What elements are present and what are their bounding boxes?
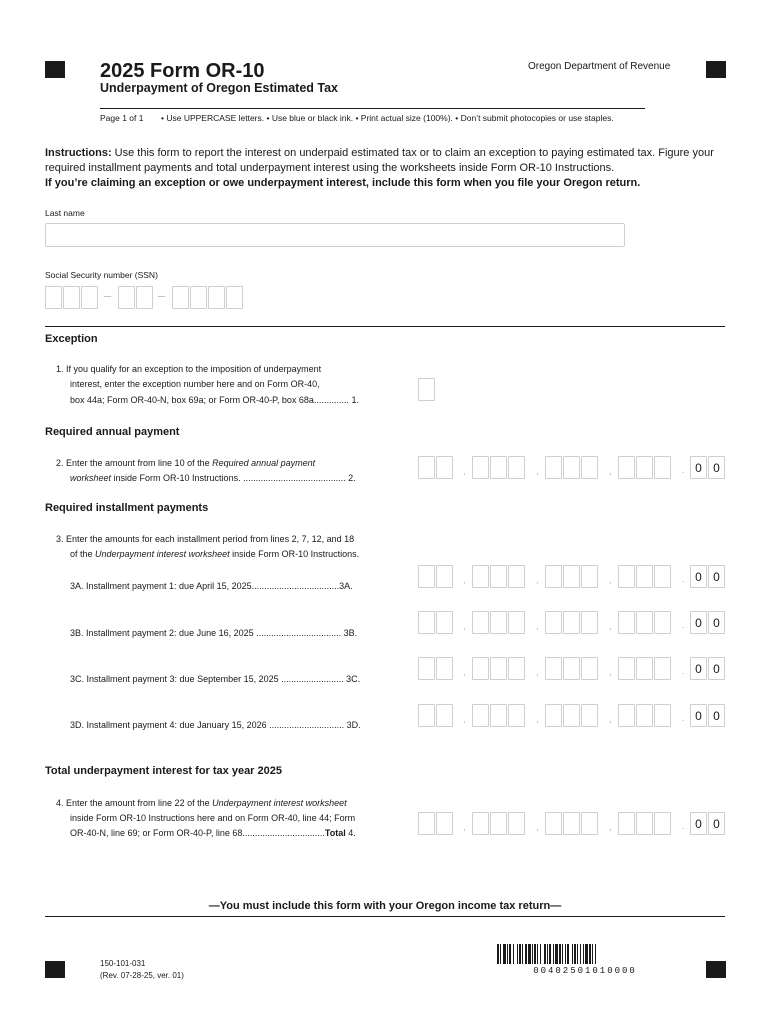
amount-digit-cell[interactable] bbox=[636, 456, 653, 479]
amount-digit-group[interactable] bbox=[545, 657, 599, 680]
amount-cents-cell: 0 bbox=[690, 456, 707, 479]
amount-cents-cell: 0 bbox=[690, 611, 707, 634]
amount-digit-group[interactable] bbox=[545, 812, 599, 835]
amount-digit-cell[interactable] bbox=[545, 704, 562, 727]
amount-digit-cell[interactable] bbox=[436, 456, 453, 479]
amount-digit-group[interactable] bbox=[472, 812, 526, 835]
barcode-bar bbox=[555, 944, 558, 964]
amount-cents bbox=[690, 611, 726, 634]
amount-digit-cell[interactable] bbox=[418, 657, 435, 680]
page-indicator: Page 1 of 1 bbox=[100, 113, 144, 123]
amount-digit-group[interactable] bbox=[618, 456, 672, 479]
line-4-text-c bbox=[70, 826, 356, 841]
amount-digit-cell[interactable] bbox=[490, 657, 507, 680]
amount-comma: , bbox=[609, 621, 612, 631]
amount-digit-cell[interactable] bbox=[636, 812, 653, 835]
barcode-bar bbox=[534, 944, 536, 964]
amount-comma: , bbox=[536, 575, 539, 585]
line-4-text: OR-40-N, line 69; or Form OR-40-P, line 68................................. bbox=[70, 828, 325, 838]
line-4-text-b: inside Form OR-10 Instructions here and on Form OR-40, line 44; Form bbox=[70, 813, 356, 823]
barcode-bar bbox=[567, 944, 569, 964]
line-3-text: of the bbox=[70, 549, 96, 559]
ssn-cell[interactable] bbox=[208, 286, 225, 309]
section-divider bbox=[45, 326, 725, 327]
amount-cents-cell: 0 bbox=[708, 611, 725, 634]
amount-digit-group[interactable] bbox=[418, 812, 454, 835]
amount-comma: , bbox=[463, 575, 466, 585]
exception-cell[interactable] bbox=[418, 378, 435, 401]
amount-digit-group[interactable] bbox=[618, 704, 672, 727]
barcode-bar bbox=[519, 944, 521, 964]
amount-comma: , bbox=[463, 714, 466, 724]
last-name-label: Last name bbox=[45, 208, 85, 218]
ssn-cell[interactable] bbox=[136, 286, 153, 309]
amount-digit-cell[interactable] bbox=[418, 611, 435, 634]
barcode-bar bbox=[547, 944, 548, 964]
line-4-number: 4. bbox=[345, 828, 356, 838]
amount-digit-cell[interactable] bbox=[490, 456, 507, 479]
ssn-dash: – bbox=[158, 288, 166, 303]
amount-digit-group[interactable] bbox=[418, 704, 454, 727]
amount-digit-cell[interactable] bbox=[636, 704, 653, 727]
amount-digit-cell[interactable] bbox=[418, 565, 435, 588]
amount-cents-cell: 0 bbox=[708, 812, 725, 835]
barcode-bar bbox=[580, 944, 581, 964]
amount-digit-cell[interactable] bbox=[472, 456, 489, 479]
amount-digit-cell[interactable] bbox=[654, 812, 671, 835]
barcode-bar bbox=[500, 944, 501, 964]
line-3-worksheet-name: Underpayment interest worksheet bbox=[95, 549, 230, 559]
barcode-bar bbox=[565, 944, 566, 964]
barcode-bar bbox=[589, 944, 591, 964]
amount-digit-cell[interactable] bbox=[654, 704, 671, 727]
line-3c-text: 3C. Installment payment 3: due September 15, 2025 ......................... 3C. bbox=[70, 674, 361, 684]
amount-cents-cell: 0 bbox=[690, 565, 707, 588]
amount-digit-cell[interactable] bbox=[508, 456, 525, 479]
instructions-block bbox=[45, 146, 735, 191]
amount-digit-group[interactable] bbox=[418, 456, 454, 479]
registration-mark bbox=[45, 961, 65, 978]
amount-digit-cell[interactable] bbox=[472, 812, 489, 835]
amount-digit-group[interactable] bbox=[418, 611, 454, 634]
registration-mark bbox=[45, 61, 65, 78]
amount-digit-cell[interactable] bbox=[654, 657, 671, 680]
amount-comma: , bbox=[536, 621, 539, 631]
amount-cents bbox=[690, 565, 726, 588]
amount-digit-group[interactable] bbox=[472, 704, 526, 727]
amount-digit-cell[interactable] bbox=[545, 657, 562, 680]
ssn-group-1[interactable] bbox=[45, 286, 99, 309]
amount-digit-cell[interactable] bbox=[472, 704, 489, 727]
form-number: 150-101-031 bbox=[100, 959, 146, 968]
barcode-bar bbox=[562, 944, 563, 964]
amount-digit-cell[interactable] bbox=[436, 657, 453, 680]
line-3-text-a: 3. Enter the amounts for each installment period from lines 2, 7, 12, and 18 bbox=[56, 534, 355, 544]
amount-comma: , bbox=[536, 822, 539, 832]
barcode-bar bbox=[544, 944, 546, 964]
amount-digit-cell[interactable] bbox=[618, 657, 635, 680]
amount-digit-cell[interactable] bbox=[563, 611, 580, 634]
amount-digit-cell[interactable] bbox=[618, 611, 635, 634]
amount-cents-cell: 0 bbox=[708, 657, 725, 680]
ssn-dash: – bbox=[104, 288, 112, 303]
agency-name: Oregon Department of Revenue bbox=[528, 61, 671, 72]
line-4-total-label: Total bbox=[324, 828, 346, 838]
amount-digit-cell[interactable] bbox=[618, 704, 635, 727]
barcode-bar bbox=[574, 944, 576, 964]
line-2-text: 2. Enter the amount from line 10 of the bbox=[56, 458, 213, 468]
line-3-text-b bbox=[70, 547, 359, 562]
line-2-text-a bbox=[56, 456, 315, 471]
amount-digit-cell[interactable] bbox=[581, 657, 598, 680]
amount-comma: , bbox=[609, 714, 612, 724]
amount-comma: , bbox=[536, 466, 539, 476]
barcode-bar bbox=[513, 944, 514, 964]
amount-digit-group[interactable] bbox=[418, 565, 454, 588]
amount-comma: , bbox=[536, 667, 539, 677]
amount-cents-cell: 0 bbox=[708, 565, 725, 588]
barcode-number: 00402501010000 bbox=[533, 966, 637, 976]
barcode-bar bbox=[517, 944, 518, 964]
amount-comma: , bbox=[536, 714, 539, 724]
line-4-text: 4. Enter the amount from line 22 of the bbox=[56, 798, 213, 808]
amount-digit-cell[interactable] bbox=[654, 565, 671, 588]
amount-digit-cell[interactable] bbox=[508, 704, 525, 727]
barcode-bar bbox=[595, 944, 596, 964]
barcode-bar bbox=[559, 944, 561, 964]
total-heading: Total underpayment interest for tax year 2025 bbox=[45, 765, 282, 777]
header-divider bbox=[100, 108, 645, 109]
amount-digit-cell[interactable] bbox=[545, 812, 562, 835]
amount-digit-cell[interactable] bbox=[436, 565, 453, 588]
amount-decimal-point: . bbox=[682, 666, 685, 676]
include-form-notice: —You must include this form with your Oregon income tax return— bbox=[208, 900, 562, 912]
barcode-bar bbox=[592, 944, 593, 964]
line-4-text-a bbox=[56, 796, 347, 811]
barcode-bar bbox=[585, 944, 588, 964]
barcode-bar bbox=[540, 944, 541, 964]
barcode-bar bbox=[522, 944, 523, 964]
amount-digit-cell[interactable] bbox=[618, 565, 635, 588]
amount-digit-cell[interactable] bbox=[636, 565, 653, 588]
amount-cents-cell: 0 bbox=[708, 704, 725, 727]
amount-digit-group[interactable] bbox=[618, 565, 672, 588]
amount-comma: , bbox=[609, 822, 612, 832]
amount-cents-cell: 0 bbox=[690, 704, 707, 727]
instructions-label: Instructions: bbox=[45, 147, 112, 159]
amount-cents-cell: 0 bbox=[708, 456, 725, 479]
form-title: 2025 Form OR-10 bbox=[100, 60, 265, 82]
line-1-text-b: interest, enter the exception number here and on Form OR-40, bbox=[70, 379, 320, 389]
amount-digit-group[interactable] bbox=[472, 565, 526, 588]
amount-digit-cell[interactable] bbox=[636, 611, 653, 634]
exception-number-field[interactable] bbox=[418, 378, 436, 401]
amount-digit-cell[interactable] bbox=[418, 456, 435, 479]
amount-digit-cell[interactable] bbox=[581, 456, 598, 479]
line-4-worksheet-name: Underpayment interest worksheet bbox=[212, 798, 347, 808]
amount-digit-group[interactable] bbox=[472, 611, 526, 634]
ssn-group-2[interactable] bbox=[118, 286, 154, 309]
barcode-bar bbox=[528, 944, 531, 964]
amount-digit-cell[interactable] bbox=[563, 565, 580, 588]
amount-decimal-point: . bbox=[682, 574, 685, 584]
amount-comma: , bbox=[609, 667, 612, 677]
amount-digit-cell[interactable] bbox=[490, 611, 507, 634]
amount-digit-cell[interactable] bbox=[490, 812, 507, 835]
ssn-cell[interactable] bbox=[45, 286, 62, 309]
line-3b-text: 3B. Installment payment 2: due June 16, 2025 .................................. 3B. bbox=[70, 628, 358, 638]
ssn-cell[interactable] bbox=[190, 286, 207, 309]
amount-cents-cell: 0 bbox=[690, 812, 707, 835]
amount-digit-cell[interactable] bbox=[618, 812, 635, 835]
amount-digit-group[interactable] bbox=[418, 657, 454, 680]
line-3d-text: 3D. Installment payment 4: due January 15, 2026 .............................. 3D. bbox=[70, 720, 361, 730]
barcode-bar bbox=[509, 944, 511, 964]
amount-digit-group[interactable] bbox=[545, 565, 599, 588]
amount-digit-cell[interactable] bbox=[654, 611, 671, 634]
instructions-bold-note: If you’re claiming an exception or owe underpayment interest, include this form when you file your Oregon return. bbox=[45, 177, 641, 189]
barcode-bar bbox=[532, 944, 533, 964]
line-3a-text: 3A. Installment payment 1: due April 15, 2025...................................3A. bbox=[70, 581, 353, 591]
print-notes: • Use UPPERCASE letters. • Use blue or black ink. • Print actual size (100%). • Don’t submit photocopies or use staples. bbox=[161, 113, 614, 123]
form-number-block bbox=[100, 958, 184, 982]
barcode-bar bbox=[507, 944, 508, 964]
barcode-bar bbox=[553, 944, 554, 964]
amount-digit-cell[interactable] bbox=[472, 657, 489, 680]
amount-digit-cell[interactable] bbox=[581, 611, 598, 634]
amount-cents bbox=[690, 456, 726, 479]
barcode bbox=[497, 944, 667, 964]
barcode-bar bbox=[497, 944, 499, 964]
barcode-bar bbox=[525, 944, 527, 964]
amount-comma: , bbox=[463, 466, 466, 476]
amount-digit-cell[interactable] bbox=[654, 456, 671, 479]
ssn-cell[interactable] bbox=[118, 286, 135, 309]
amount-cents-cell: 0 bbox=[690, 657, 707, 680]
amount-digit-group[interactable] bbox=[618, 611, 672, 634]
barcode-bar bbox=[537, 944, 538, 964]
installments-heading: Required installment payments bbox=[45, 502, 209, 514]
amount-digit-cell[interactable] bbox=[490, 565, 507, 588]
amount-comma: , bbox=[463, 822, 466, 832]
amount-digit-cell[interactable] bbox=[581, 812, 598, 835]
amount-digit-cell[interactable] bbox=[563, 812, 580, 835]
amount-digit-cell[interactable] bbox=[636, 657, 653, 680]
amount-digit-cell[interactable] bbox=[508, 812, 525, 835]
ssn-cell[interactable] bbox=[81, 286, 98, 309]
amount-digit-cell[interactable] bbox=[490, 704, 507, 727]
amount-digit-cell[interactable] bbox=[618, 456, 635, 479]
exception-heading: Exception bbox=[45, 333, 98, 345]
amount-cents bbox=[690, 657, 726, 680]
amount-digit-cell[interactable] bbox=[508, 565, 525, 588]
amount-digit-cell[interactable] bbox=[581, 565, 598, 588]
line-2-text-b bbox=[70, 471, 356, 486]
amount-digit-group[interactable] bbox=[618, 812, 672, 835]
amount-digit-cell[interactable] bbox=[581, 704, 598, 727]
amount-digit-group[interactable] bbox=[618, 657, 672, 680]
barcode-bar bbox=[503, 944, 506, 964]
line-1-text-c: box 44a; Form OR-40-N, box 69a; or Form OR-40-P, box 68a.............. 1. bbox=[70, 395, 359, 405]
line-3-text: inside Form OR-10 Instructions. bbox=[229, 549, 360, 559]
amount-digit-group[interactable] bbox=[545, 456, 599, 479]
amount-digit-group[interactable] bbox=[545, 704, 599, 727]
amount-digit-cell[interactable] bbox=[418, 704, 435, 727]
footer-divider bbox=[45, 916, 725, 917]
amount-decimal-point: . bbox=[682, 465, 685, 475]
amount-cents bbox=[690, 812, 726, 835]
amount-comma: , bbox=[609, 466, 612, 476]
amount-decimal-point: . bbox=[682, 620, 685, 630]
line-2-worksheet-word: worksheet bbox=[70, 473, 112, 483]
ssn-cell[interactable] bbox=[63, 286, 80, 309]
amount-decimal-point: . bbox=[682, 821, 685, 831]
required-annual-heading: Required annual payment bbox=[45, 426, 180, 438]
amount-decimal-point: . bbox=[682, 713, 685, 723]
amount-digit-cell[interactable] bbox=[436, 611, 453, 634]
amount-digit-cell[interactable] bbox=[563, 456, 580, 479]
amount-digit-cell[interactable] bbox=[508, 611, 525, 634]
line-2-text: inside Form OR-10 Instructions. ......................................... 2. bbox=[111, 473, 356, 483]
amount-digit-cell[interactable] bbox=[418, 812, 435, 835]
barcode-bar bbox=[583, 944, 584, 964]
amount-comma: , bbox=[463, 621, 466, 631]
amount-digit-cell[interactable] bbox=[563, 704, 580, 727]
amount-digit-group[interactable] bbox=[472, 657, 526, 680]
amount-digit-cell[interactable] bbox=[436, 812, 453, 835]
amount-digit-cell[interactable] bbox=[472, 611, 489, 634]
amount-digit-cell[interactable] bbox=[545, 456, 562, 479]
line-1-text-a: 1. If you qualify for an exception to the imposition of underpayment bbox=[56, 364, 322, 374]
amount-comma: , bbox=[463, 667, 466, 677]
amount-digit-group[interactable] bbox=[472, 456, 526, 479]
amount-digit-group[interactable] bbox=[545, 611, 599, 634]
ssn-cell[interactable] bbox=[226, 286, 243, 309]
barcode-bar bbox=[572, 944, 573, 964]
amount-digit-cell[interactable] bbox=[545, 565, 562, 588]
amount-digit-cell[interactable] bbox=[472, 565, 489, 588]
amount-digit-cell[interactable] bbox=[508, 657, 525, 680]
barcode-bar bbox=[549, 944, 551, 964]
registration-mark bbox=[706, 961, 726, 978]
line-2-worksheet-name: Required annual payment bbox=[212, 458, 316, 468]
amount-digit-cell[interactable] bbox=[545, 611, 562, 634]
ssn-group-3[interactable] bbox=[172, 286, 244, 309]
registration-mark bbox=[706, 61, 726, 78]
form-revision: (Rev. 07-28-25, ver. 01) bbox=[100, 971, 184, 980]
instructions-text: Use this form to report the interest on underpaid estimated tax or to claim an exception to paying estimated tax. Figure your required installment payments and total underpayment interest using the worksheets inside Form OR-10 Instructions. bbox=[45, 147, 714, 174]
ssn-cell[interactable] bbox=[172, 286, 189, 309]
last-name-field[interactable] bbox=[45, 223, 625, 247]
form-subtitle: Underpayment of Oregon Estimated Tax bbox=[100, 81, 339, 95]
barcode-bar bbox=[577, 944, 578, 964]
amount-digit-cell[interactable] bbox=[436, 704, 453, 727]
amount-comma: , bbox=[609, 575, 612, 585]
amount-digit-cell[interactable] bbox=[563, 657, 580, 680]
amount-cents bbox=[690, 704, 726, 727]
ssn-label: Social Security number (SSN) bbox=[45, 270, 158, 280]
